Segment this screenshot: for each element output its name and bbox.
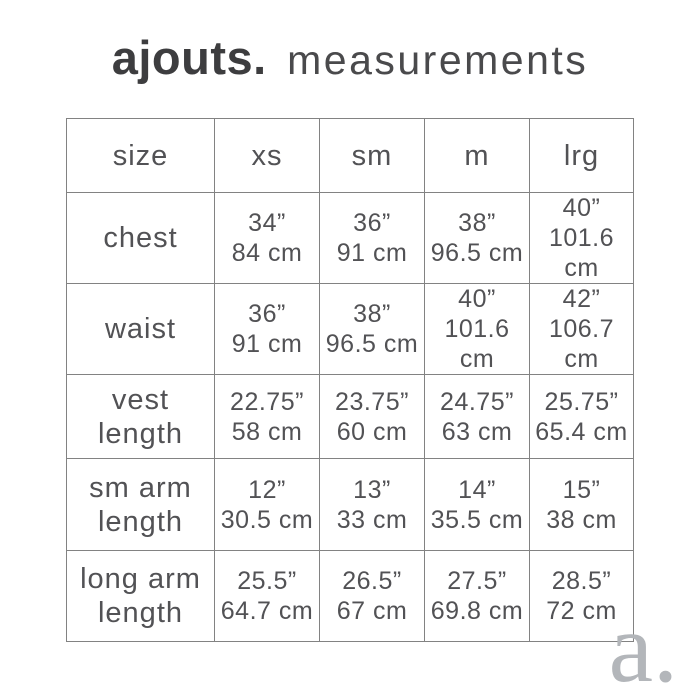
value-cm: 35.5 cm	[430, 505, 524, 534]
value-inches: 24.75”	[440, 387, 514, 416]
value-inches: 12”	[248, 475, 286, 504]
cell-vest-m	[425, 375, 530, 459]
column-header-size: size	[67, 119, 215, 193]
value-cm: 96.5 cm	[325, 330, 419, 358]
cell-waist-m	[425, 284, 530, 375]
cell-longarm-xs	[215, 551, 320, 642]
page-title: measurements	[287, 37, 589, 83]
value-inches: 13”	[353, 475, 391, 504]
value-cm: 91 cm	[231, 330, 303, 358]
value-cm: 33 cm	[336, 505, 408, 534]
row-label-waist: waist	[67, 284, 215, 375]
value-inches: 36”	[353, 209, 391, 237]
value-inches: 38”	[353, 300, 391, 328]
brand-logo-mark: a.	[608, 592, 678, 700]
measurements-table	[66, 118, 634, 642]
value-cm: 101.6 cm	[548, 224, 615, 282]
value-cm: 72 cm	[546, 597, 617, 625]
cell-smarm-sm	[320, 459, 425, 551]
table-row-long-arm-length	[67, 551, 634, 642]
value-inches: 25.5”	[237, 567, 297, 595]
value-inches: 28.5”	[551, 567, 612, 595]
cell-waist-xs	[215, 284, 320, 375]
value-cm: 64.7 cm	[220, 597, 314, 625]
value-cm: 63 cm	[441, 417, 513, 446]
value-cm: 60 cm	[336, 417, 408, 446]
value-cm: 96.5 cm	[430, 239, 524, 267]
value-inches: 14”	[458, 475, 496, 504]
value-inches: 34”	[248, 209, 286, 237]
brand-wordmark: ajouts.	[111, 31, 267, 84]
cell-smarm-xs	[215, 459, 320, 551]
cell-smarm-m	[425, 459, 530, 551]
masthead	[0, 30, 700, 85]
value-cm: 84 cm	[231, 239, 303, 267]
value-inches: 26.5”	[342, 567, 402, 595]
value-cm: 65.4 cm	[535, 417, 628, 446]
cell-chest-xs	[215, 193, 320, 284]
row-label-chest: chest	[67, 193, 215, 284]
row-label-sm-arm-length: sm arm length	[67, 459, 215, 551]
value-cm: 30.5 cm	[220, 505, 314, 534]
value-cm: 58 cm	[231, 417, 303, 446]
value-cm: 91 cm	[336, 239, 408, 267]
table-row-chest	[67, 193, 634, 284]
value-inches: 23.75”	[335, 387, 409, 416]
row-label-vest-length: vest length	[67, 375, 215, 459]
table-row-vest-length	[67, 375, 634, 459]
cell-smarm-lrg	[530, 459, 634, 551]
value-inches: 36”	[248, 300, 286, 328]
column-header-lrg: lrg	[530, 119, 634, 193]
column-header-m: m	[425, 119, 530, 193]
value-cm: 67 cm	[336, 597, 408, 625]
cell-chest-lrg	[530, 193, 634, 284]
row-label-long-arm-length: long arm length	[67, 551, 215, 642]
value-inches: 25.75”	[544, 387, 619, 416]
table-row-waist	[67, 284, 634, 375]
cell-vest-lrg	[530, 375, 634, 459]
value-inches: 40”	[458, 285, 496, 313]
value-cm: 69.8 cm	[430, 597, 524, 625]
value-cm: 38 cm	[546, 505, 617, 534]
value-cm: 101.6 cm	[444, 315, 510, 373]
value-inches: 40”	[562, 194, 601, 222]
value-inches: 27.5”	[447, 567, 507, 595]
cell-longarm-m	[425, 551, 530, 642]
cell-waist-sm	[320, 284, 425, 375]
value-inches: 15”	[562, 475, 601, 504]
cell-vest-sm	[320, 375, 425, 459]
value-cm: 106.7 cm	[548, 315, 615, 373]
table-header-row	[67, 119, 634, 193]
value-inches: 22.75”	[230, 387, 304, 416]
column-header-sm: sm	[320, 119, 425, 193]
cell-vest-xs	[215, 375, 320, 459]
column-header-xs: xs	[215, 119, 320, 193]
table-row-sm-arm-length	[67, 459, 634, 551]
cell-chest-sm	[320, 193, 425, 284]
value-inches: 38”	[458, 209, 496, 237]
cell-chest-m	[425, 193, 530, 284]
value-inches: 42”	[562, 285, 601, 313]
cell-longarm-sm	[320, 551, 425, 642]
cell-waist-lrg	[530, 284, 634, 375]
